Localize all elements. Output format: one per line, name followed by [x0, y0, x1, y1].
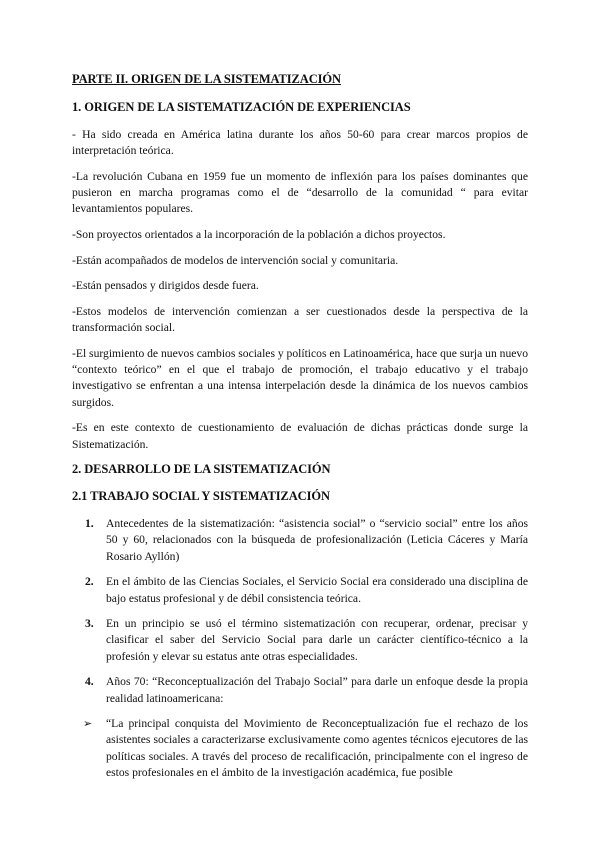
list-number: 3.	[85, 617, 94, 631]
paragraph: -El surgimiento de nuevos cambios sociales y políticos en Latinoamérica, hace que surja un nuevo “contexto teórico” en el que el trabajo de promoción, el trabajo educativo y el trabajo investigativo se enfrentan a una intensa interpelación desde la dinámica de los nuevos cambios surgidos.	[72, 347, 528, 409]
arrow-bullet-icon: ➢	[83, 717, 93, 731]
arrow-list	[72, 716, 528, 781]
section-2-heading: 2. DESARROLLO DE LA SISTEMATIZACIÓN	[72, 462, 331, 477]
list-number: 4.	[85, 675, 94, 689]
quote-item	[72, 716, 528, 781]
paragraph: -Estos modelos de intervención comienzan a ser cuestionados desde la perspectiva de la transformación social.	[72, 305, 528, 335]
paragraph: -La revolución Cubana en 1959 fue un momento de inflexión para los países dominantes que pusieron en marcha programas como el de “desarrollo de la comunidad “ para evitar levantamientos populares.	[72, 169, 528, 216]
list-item-text: En un principio se usó el término sistematización con recuperar, ordenar, precisar y clasificar el saber del Servicio Social para darle un carácter científico-técnico a la profesión y elevar su estatus ante otras especialidades.	[106, 617, 528, 663]
list-item-text: En el ámbito de las Ciencias Sociales, el Servicio Social era considerado una disciplina de bajo estatus profesional y de débil consistencia teórica.	[106, 575, 528, 605]
paragraph: -Están pensados y dirigidos desde fuera.	[72, 279, 259, 293]
section-1-heading: 1. ORIGEN DE LA SISTEMATIZACIÓN DE EXPERIENCIAS	[72, 100, 411, 114]
paragraph: -Están acompañados de modelos de intervención social y comunitaria.	[72, 253, 399, 267]
section-2-1-heading: 2.1 TRABAJO SOCIAL Y SISTEMATIZACIÓN	[72, 489, 330, 504]
list-item-text: Años 70: “Reconceptualización del Trabajo Social” para darle un enfoque desde la propia realidad latinoamericana:	[106, 675, 528, 705]
paragraph: - Ha sido creada en América latina durante los años 50-60 para crear marcos propios de interpretación teórica.	[72, 128, 528, 158]
list-item	[72, 574, 528, 606]
list-number: 1.	[85, 517, 94, 531]
part-title: PARTE II. ORIGEN DE LA SISTEMATIZACIÓN	[72, 72, 341, 86]
numbered-list	[72, 516, 528, 707]
paragraph: -Son proyectos orientados a la incorporación de la población a dichos proyectos.	[72, 228, 446, 242]
paragraph: -Es en este contexto de cuestionamiento de evaluación de dichas prácticas donde surge la Sistematización.	[72, 421, 528, 451]
list-item	[72, 616, 528, 665]
list-number: 2.	[85, 575, 94, 589]
list-item	[72, 516, 528, 565]
quote-text: “La principal conquista del Movimiento de Reconceptualización fue el rechazo de los asistentes sociales a caracterizarse exclusivamente como agentes técnicos ejecutores de las políticas sociales. A través del proceso de recalificación, principalmente con el ingreso de estos profesionales en el ámbito de la investigación académica, fue posible	[106, 717, 528, 779]
list-item-text: Antecedentes de la sistematización: “asistencia social” o “servicio social” entre los años 50 y 60, relacionados con la búsqueda de profesionalización (Leticia Cáceres y María Rosario Ayllón)	[106, 517, 528, 563]
list-item	[72, 674, 528, 706]
